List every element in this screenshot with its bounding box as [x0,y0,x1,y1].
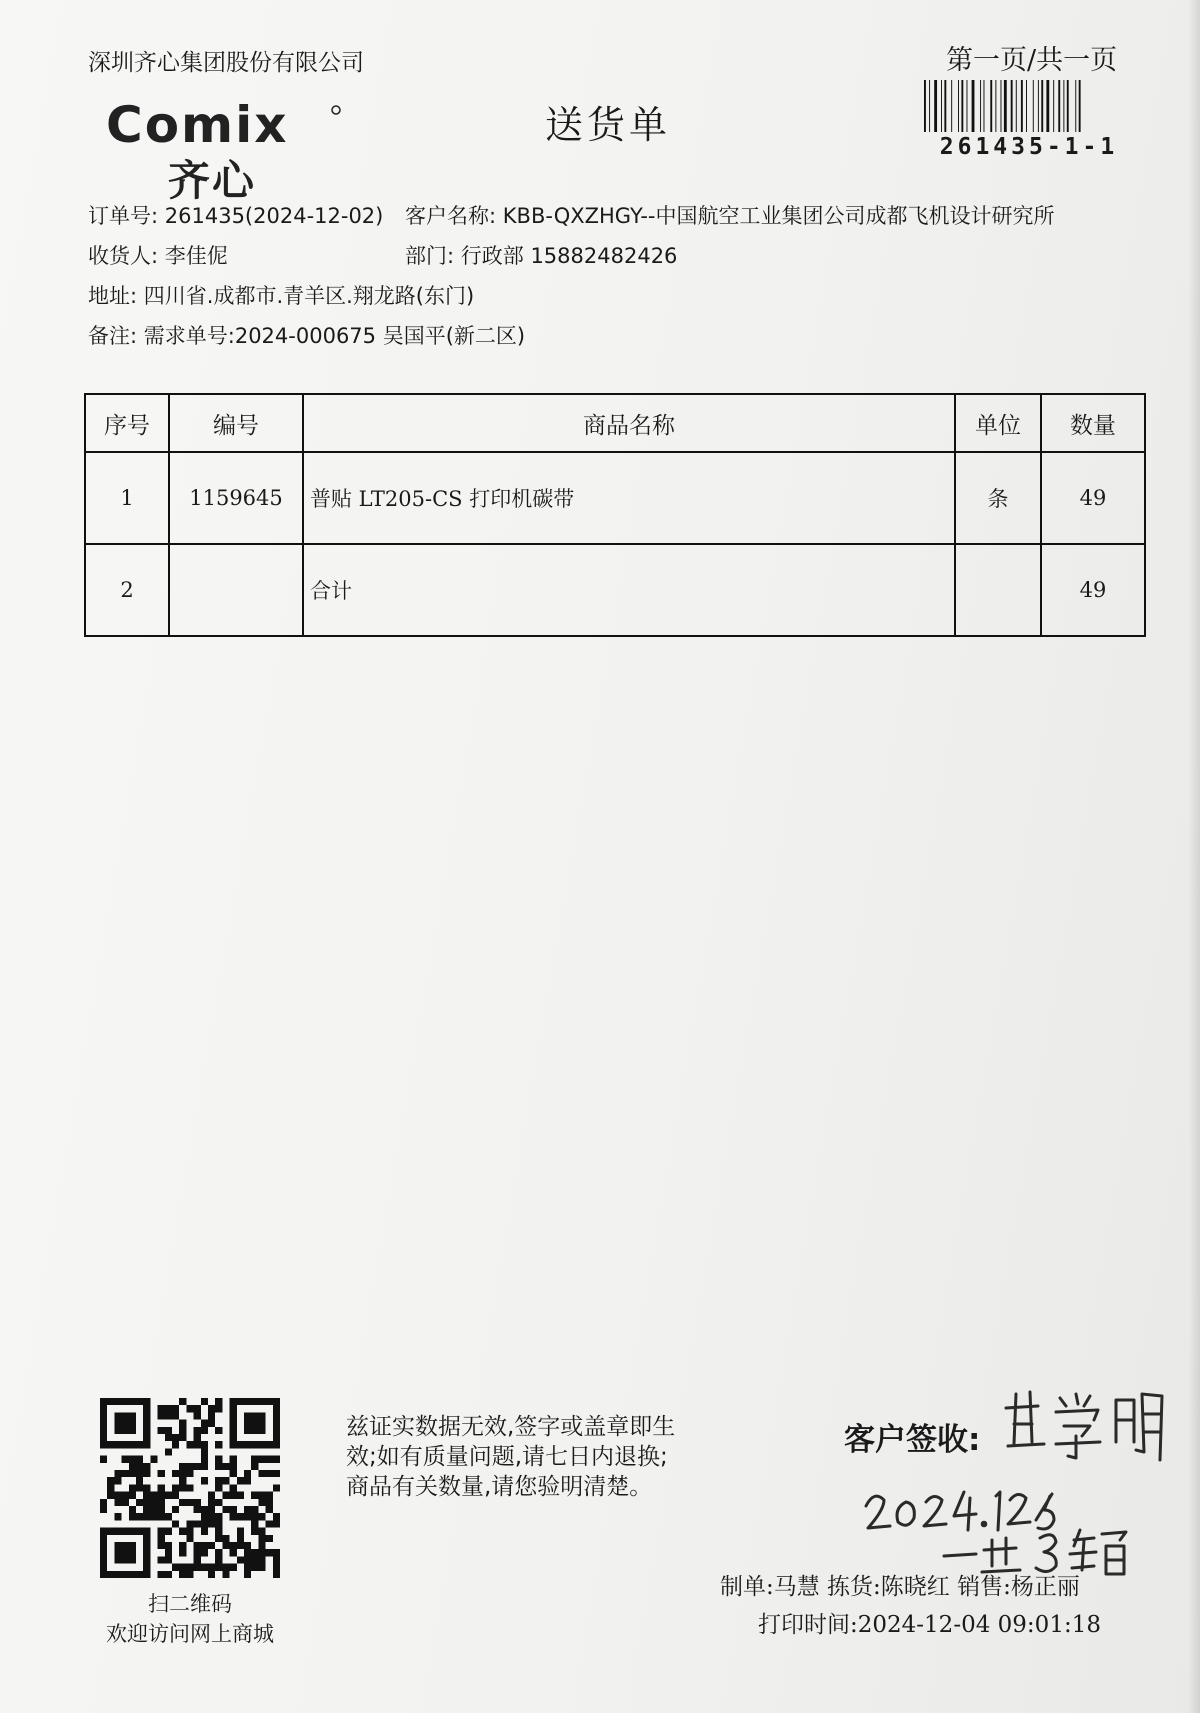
remark-label: 备注: [88,324,138,348]
department [405,240,677,270]
header-product-name: 商品名称 [303,394,955,452]
customer-name [405,200,1055,230]
header-quantity: 数量 [1041,394,1145,452]
notice-line: 效;如有质量问题,请七日内退换; [346,1444,668,1470]
header-code: 编号 [169,394,303,452]
staff-line: 制单:马慧 拣货:陈晓红 销售:杨正丽 [720,1574,1080,1600]
dept-value: 行政部 15882482426 [460,244,678,268]
cell-seq: 2 [85,544,169,636]
notice-line: 兹证实数据无效,签字或盖章即生 [346,1414,676,1440]
cell-unit [955,544,1041,636]
barcode-number: 261435-1-1 [939,134,1119,160]
page-indicator: 第一页/共一页 [946,45,1118,76]
logo-text: Comix [106,96,289,154]
qr-caption-scan: 扫二维码 [148,1592,232,1616]
qr-caption-shop: 欢迎访问网上商城 [106,1622,274,1646]
address-value: 四川省.成都市.青羊区.翔龙路(东门) [143,284,475,308]
document-title: 送货单 [545,103,672,147]
address [88,280,474,310]
remark-value: 需求单号:2024-000675 吴国平(新二区) [143,324,526,348]
handwritten-signature [998,1386,1168,1466]
qr-code [100,1398,280,1578]
receiver [88,240,228,270]
cell-seq: 1 [85,452,169,544]
dept-label: 部门: [405,244,455,268]
header-unit: 单位 [955,394,1041,452]
cell-total-label: 合计 [303,544,955,636]
header-seq: 序号 [85,394,169,452]
table-row-total [85,544,1145,636]
barcode [922,80,1136,132]
customer-value: KBB-QXZHGY--中国航空工业集团公司成都飞机设计研究所 [502,204,1055,228]
receiver-label: 收货人: [88,244,159,268]
print-time: 打印时间:2024-12-04 09:01:18 [758,1612,1101,1638]
order-value: 261435(2024-12-02) [164,204,384,228]
customer-label: 客户名称: [405,204,497,228]
order-label: 订单号: [88,204,159,228]
comix-logo [106,96,346,156]
items-table [84,393,1146,637]
logo-chinese: 齐心 [168,156,257,205]
notice-line: 商品有关数量,请您验明清楚。 [346,1474,653,1500]
table-header-row [85,394,1145,452]
address-label: 地址: [88,284,138,308]
cell-total-quantity: 49 [1041,544,1145,636]
customer-sign-label: 客户签收: [844,1422,981,1458]
cell-code: 1159645 [169,452,303,544]
cell-quantity: 49 [1041,452,1145,544]
notice-text [346,1412,675,1502]
cell-unit: 条 [955,452,1041,544]
remark [88,320,525,350]
table-row [85,452,1145,544]
company-name: 深圳齐心集团股份有限公司 [88,50,364,76]
order-number [88,200,383,230]
cell-code [169,544,303,636]
receiver-value: 李佳伲 [164,244,228,268]
cell-product-name: 普贴 LT205-CS 打印机碳带 [303,452,955,544]
